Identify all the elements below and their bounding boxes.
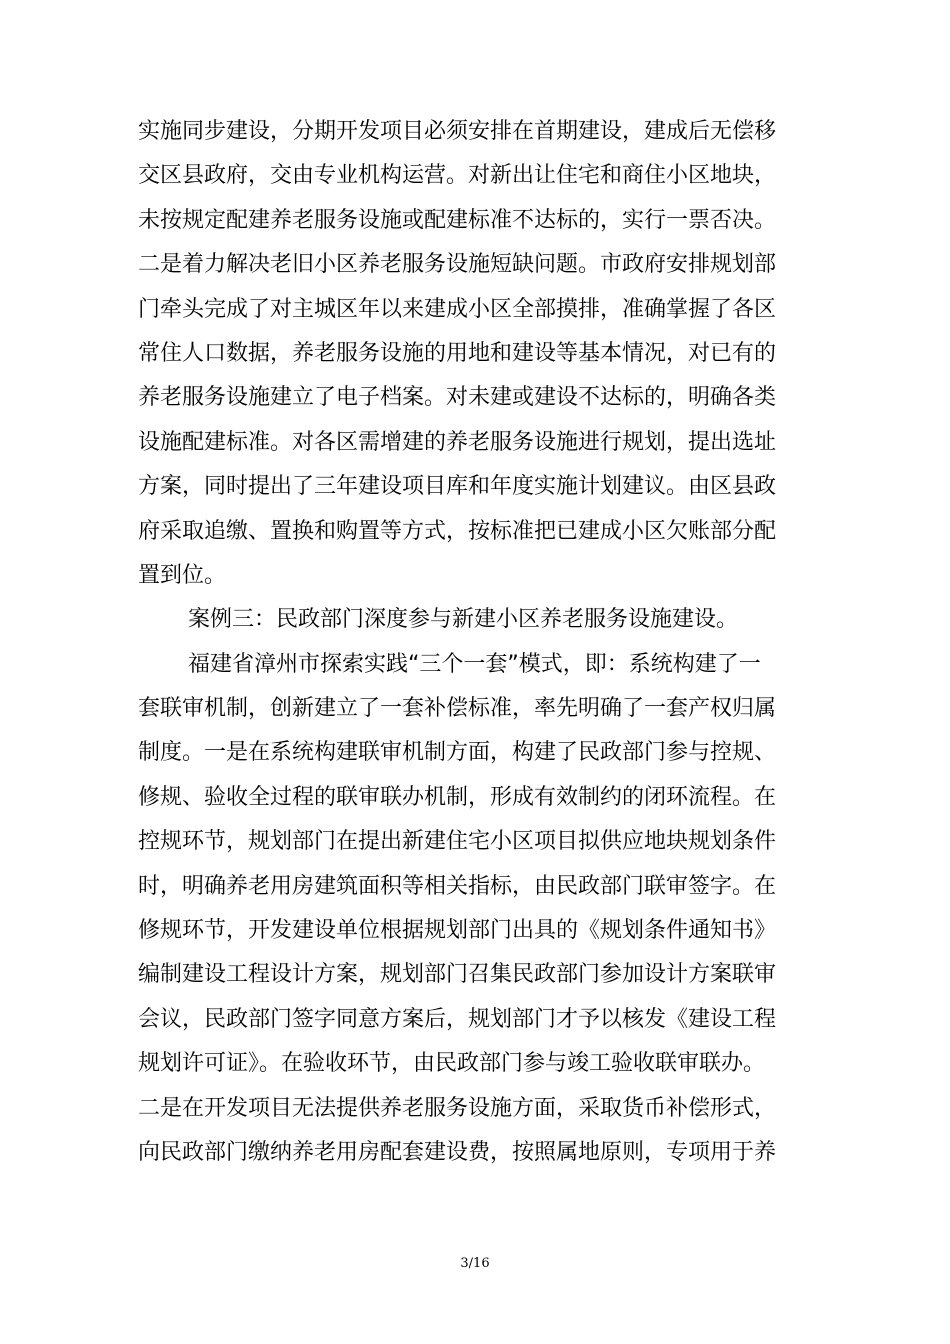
text-line: 门牵头完成了对主城区年以来建成小区全部摸排，准确掌握了各区 (138, 296, 777, 322)
text-line: 制度。一是在系统构建联审机制方面，构建了民政部门参与控规、 (138, 740, 777, 766)
text-line: 交区县政府，交由专业机构运营。对新出让住宅和商住小区地块， (138, 163, 777, 189)
text-line: 常住人口数据，养老服务设施的用地和建设等基本情况，对已有的 (138, 340, 777, 366)
text-line: 会议，民政部门签字同意方案后，规划部门才予以核发《建设工程 (138, 1006, 777, 1032)
case-heading: 案例三：民政部门深度参与新建小区养老服务设施建设。 (188, 607, 739, 633)
text-line: 二是在开发项目无法提供养老服务设施方面，采取货币补偿形式， (138, 1095, 777, 1121)
text-line: 规划许可证》。在验收环节，由民政部门参与竣工验收联审联办。 (138, 1051, 766, 1077)
text-line: 编制建设工程设计方案，规划部门召集民政部门参加设计方案联审 (138, 962, 777, 988)
paragraph-start-line: 福建省漳州市探索实践“三个一套”模式，即：系统构建了一 (188, 651, 761, 677)
text-line: 时，明确养老用房建筑面积等相关指标，由民政部门联审签字。在 (138, 873, 777, 899)
page-number: 3/16 (460, 1256, 490, 1271)
text-line: 养老服务设施建立了电子档案。对未建或建设不达标的，明确各类 (138, 385, 777, 411)
text-line: 修规环节，开发建设单位根据规划部门出具的《规划条件通知书》 (138, 918, 777, 944)
text-line: 方案，同时提出了三年建设项目库和年度实施计划建议。由区县政 (138, 474, 777, 500)
text-line: 置到位。 (138, 562, 227, 588)
text-line: 府采取追缴、置换和购置等方式，按标准把已建成小区欠账部分配 (138, 518, 777, 544)
text-line: 未按规定配建养老服务设施或配建标准不达标的，实行一票否决。 (138, 207, 777, 233)
text-line: 修规、验收全过程的联审联办机制，形成有效制约的闭环流程。在 (138, 784, 777, 810)
text-line: 设施配建标准。对各区需增建的养老服务设施进行规划，提出选址 (138, 429, 777, 455)
text-line: 向民政部门缴纳养老用房配套建设费，按照属地原则，专项用于养 (138, 1139, 777, 1165)
text-line: 二是着力解决老旧小区养老服务设施短缺问题。市政府安排规划部 (138, 252, 777, 278)
text-line: 套联审机制，创新建立了一套补偿标准，率先明确了一套产权归属 (138, 696, 777, 722)
text-line: 实施同步建设，分期开发项目必须安排在首期建设，建成后无偿移 (138, 119, 777, 144)
body-text (138, 110, 838, 1175)
text-line: 控规环节，规划部门在提出新建住宅小区项目拟供应地块规划条件 (138, 829, 777, 855)
